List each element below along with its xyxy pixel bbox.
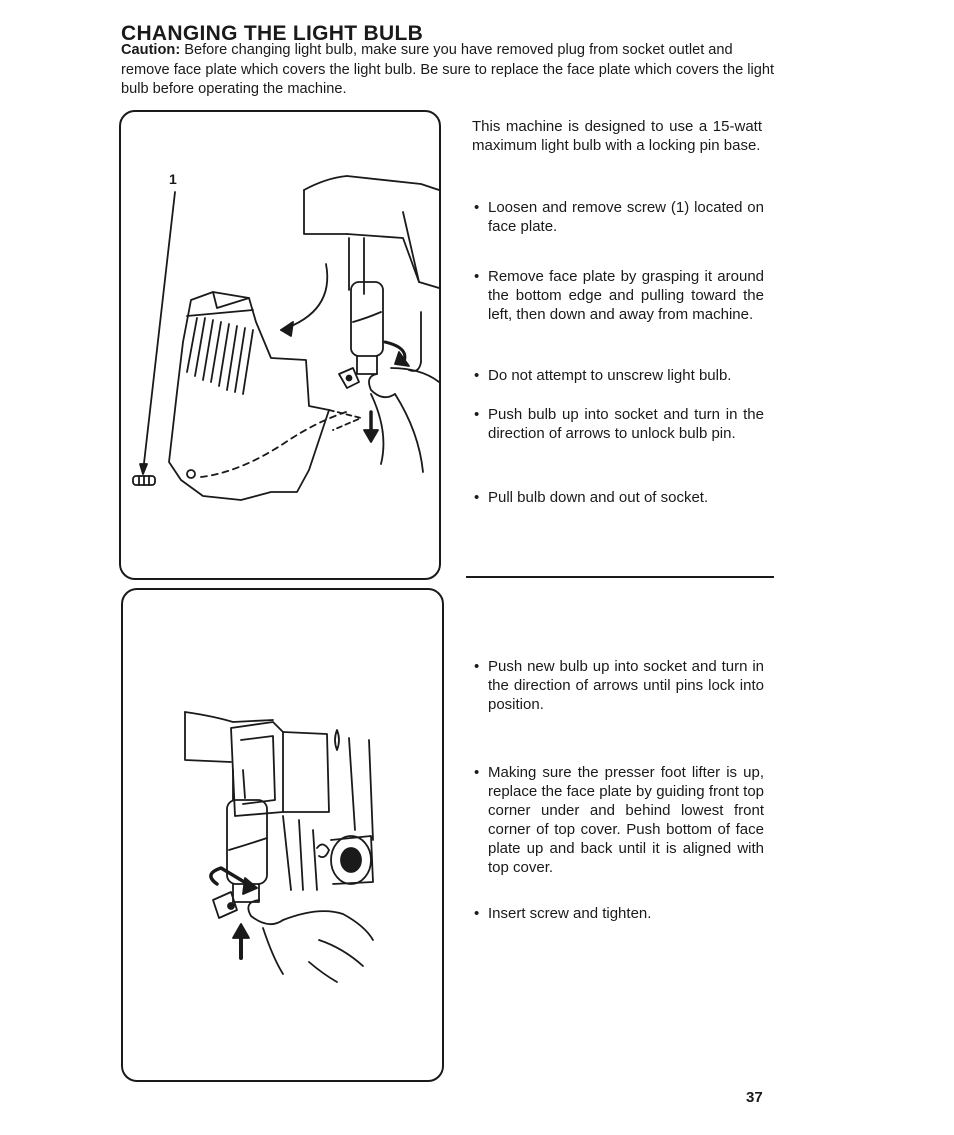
- illustration-install-bulb: [121, 588, 444, 1082]
- up-arrow-icon: [233, 924, 249, 958]
- bullet-dot: •: [474, 489, 480, 506]
- leader-arrowhead: [140, 464, 147, 474]
- step-replace-face-plate: [474, 763, 764, 877]
- step-text: Remove face plate by grasping it around the bottom edge and pulling toward the left, then down and away from machine.: [488, 268, 764, 323]
- bullet-dot: •: [474, 905, 480, 922]
- bullet-dot: •: [474, 268, 480, 285]
- step-unlock-bulb: [474, 405, 764, 443]
- step-text: Loosen and remove screw (1) located on face plate.: [488, 199, 764, 235]
- callout-number: 1: [169, 171, 177, 187]
- bullet-dot: •: [474, 406, 480, 423]
- intro-text: This machine is designed to use a 15-watt maximum light bulb with a locking pin base.: [472, 118, 762, 154]
- caution-label: Caution:: [121, 42, 181, 58]
- rotate-arrow-icon: [211, 868, 257, 894]
- callout-leader-line: [143, 192, 175, 472]
- hand-drawing: [248, 900, 373, 982]
- screw-icon: [133, 476, 155, 485]
- caution-text: Before changing light bulb, make sure you have removed plug from socket outlet and remove face plate which covers the light bulb. Be sure to replace the face plate which covers the light bulb before operating the machine.: [121, 42, 775, 97]
- bullet-dot: •: [474, 367, 480, 384]
- step-text: Push new bulb up into socket and turn in the direction of arrows until pins lock into position.: [488, 658, 764, 713]
- step-text: Making sure the presser foot lifter is up, replace the face plate by guiding front top corner under and behind lowest front corner of top cover. Push bottom of face plate up and back until it is aligned with top cover.: [488, 764, 764, 876]
- bullet-dot: •: [474, 199, 480, 216]
- step-insert-new-bulb: [474, 657, 764, 714]
- machine-housing-drawing: [304, 176, 439, 371]
- illustration-remove-bulb: [119, 110, 441, 580]
- bulb-socket-drawing: [339, 282, 383, 388]
- curved-arrow-icon: [281, 264, 327, 330]
- caution-note: [121, 41, 781, 100]
- page-number: 37: [746, 1089, 763, 1106]
- step-text: Push bulb up into socket and turn in the direction of arrows to unlock bulb pin.: [488, 406, 764, 442]
- bulb-socket-drawing: [213, 770, 267, 918]
- face-plate-drawing: [169, 292, 329, 500]
- motor-drawing: [317, 836, 373, 884]
- bullet-dot: •: [474, 764, 480, 781]
- down-arrow-icon: [364, 412, 378, 442]
- step-insert-screw: [474, 904, 764, 923]
- page-title: CHANGING THE LIGHT BULB: [121, 22, 424, 45]
- step-do-not-unscrew: [474, 366, 764, 385]
- step-text: Pull bulb down and out of socket.: [488, 489, 709, 506]
- step-text: Do not attempt to unscrew light bulb.: [488, 367, 732, 384]
- section-divider: [466, 576, 774, 578]
- step-remove-screw: [474, 198, 764, 236]
- bullet-dot: •: [474, 658, 480, 675]
- step-text: Insert screw and tighten.: [488, 905, 652, 922]
- step-pull-bulb: [474, 488, 764, 507]
- hand-drawing: [369, 368, 439, 472]
- step-remove-face-plate: [474, 267, 764, 324]
